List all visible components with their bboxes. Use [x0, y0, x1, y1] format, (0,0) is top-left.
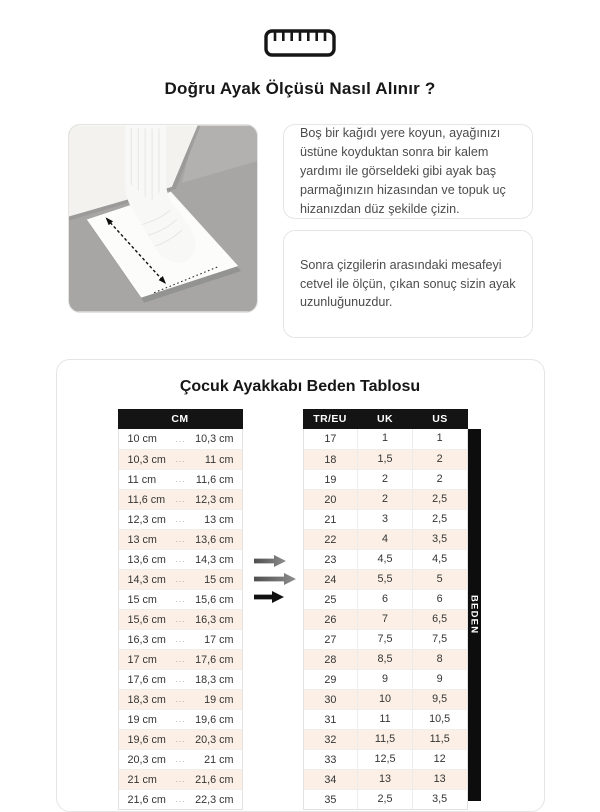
cm-table-row: 13 cm ... 13,6 cm: [119, 529, 242, 549]
size-table-row: 23 4,5 4,5: [304, 549, 467, 569]
size-table-row: 29 9 9: [304, 669, 467, 689]
cm-table-row: 17 cm ... 17,6 cm: [119, 649, 242, 669]
cm-header-label: CM: [171, 413, 189, 425]
size-table-row: 19 2 2: [304, 469, 467, 489]
cm-table-row: 10,3 cm ... 11 cm: [119, 449, 242, 469]
measurement-instructions: [68, 124, 533, 338]
cm-range-table: [118, 409, 243, 810]
size-table-row: 17 1 1: [304, 429, 467, 449]
size-table-row: 35 2,5 3,5: [304, 789, 467, 809]
size-tables: [57, 409, 544, 809]
size-table-row: 25 6 6: [304, 589, 467, 609]
cm-table-row: 21,6 cm ... 22,3 cm: [119, 789, 242, 809]
size-table-row: 18 1,5 2: [304, 449, 467, 469]
cm-table-row: 15,6 cm ... 16,3 cm: [119, 609, 242, 629]
beden-side-label: BEDEN: [468, 429, 481, 801]
foot-photo-graphic: [69, 125, 257, 312]
size-table-body: [303, 429, 468, 810]
cm-table-row: 18,3 cm ... 19 cm: [119, 689, 242, 709]
size-header-tr-eu: TR/EU: [313, 413, 347, 425]
cm-table-row: 10 cm ... 10,3 cm: [119, 429, 242, 449]
instruction-notes: [283, 124, 533, 338]
size-table-row: 28 8,5 8: [304, 649, 467, 669]
arrow-right-icon: [254, 591, 284, 603]
cm-table-body: [118, 429, 243, 810]
size-table-row: 26 7 6,5: [304, 609, 467, 629]
arrow-right-icon: [254, 555, 286, 567]
size-table-row: 27 7,5 7,5: [304, 629, 467, 649]
instruction-step-2: [283, 230, 533, 338]
cm-table-row: 19 cm ... 19,6 cm: [119, 709, 242, 729]
cm-table-row: 21 cm ... 21,6 cm: [119, 769, 242, 789]
size-table-row: 33 12,5 12: [304, 749, 467, 769]
instruction-step-2-text: Sonra çizgilerin arasındaki mesafeyi cetvel ile ölçün, çıkan sonuç sizin ayak uzunluğunuzdur.: [300, 257, 516, 310]
cm-table-row: 11,6 cm ... 12,3 cm: [119, 489, 242, 509]
size-table-row: 20 2 2,5: [304, 489, 467, 509]
cm-table-row: 15 cm ... 15,6 cm: [119, 589, 242, 609]
cm-table-row: 11 cm ... 11,6 cm: [119, 469, 242, 489]
size-table-row: 21 3 2,5: [304, 509, 467, 529]
size-header-uk: UK: [377, 413, 393, 425]
cm-table-row: 13,6 cm ... 14,3 cm: [119, 549, 242, 569]
ruler-icon: [263, 27, 337, 59]
size-header-us: US: [432, 413, 448, 425]
page-title: Doğru Ayak Ölçüsü Nasıl Alınır ?: [164, 79, 436, 98]
size-table-title: Çocuk Ayakkabı Beden Tablosu: [179, 378, 421, 395]
size-table-row: 32 11,5 11,5: [304, 729, 467, 749]
page-header: [0, 0, 600, 99]
arrow-right-icon: [254, 573, 296, 585]
cm-table-row: 20,3 cm ... 21 cm: [119, 749, 242, 769]
size-table-row: 34 13 13: [304, 769, 467, 789]
size-table-row: 30 10 9,5: [304, 689, 467, 709]
size-table-row: 24 5,5 5: [304, 569, 467, 589]
size-table-header: [303, 409, 468, 429]
cm-table-row: 14,3 cm ... 15 cm: [119, 569, 242, 589]
instruction-step-1: [283, 124, 533, 219]
cm-table-row: 17,6 cm ... 18,3 cm: [119, 669, 242, 689]
conversion-arrows: [254, 555, 300, 603]
instruction-step-1-text: Boş bir kağıdı yere koyun, ayağınızı üstüne koyduktan sonra bir kalem yardımı ile görseldeki gibi ayak baş parmağınızın hizasından ve topuk uç hizanızdan düz şekilde çizin.: [300, 126, 506, 216]
cm-table-row: 16,3 cm ... 17 cm: [119, 629, 242, 649]
size-conversion-table: [303, 409, 468, 810]
cm-table-row: 12,3 cm ... 13 cm: [119, 509, 242, 529]
size-table-row: 31 11 10,5: [304, 709, 467, 729]
cm-table-row: 19,6 cm ... 20,3 cm: [119, 729, 242, 749]
size-table-row: 22 4 3,5: [304, 529, 467, 549]
cm-table-header: [118, 409, 243, 429]
size-table-card: [56, 359, 545, 812]
foot-measurement-image: [68, 124, 258, 313]
